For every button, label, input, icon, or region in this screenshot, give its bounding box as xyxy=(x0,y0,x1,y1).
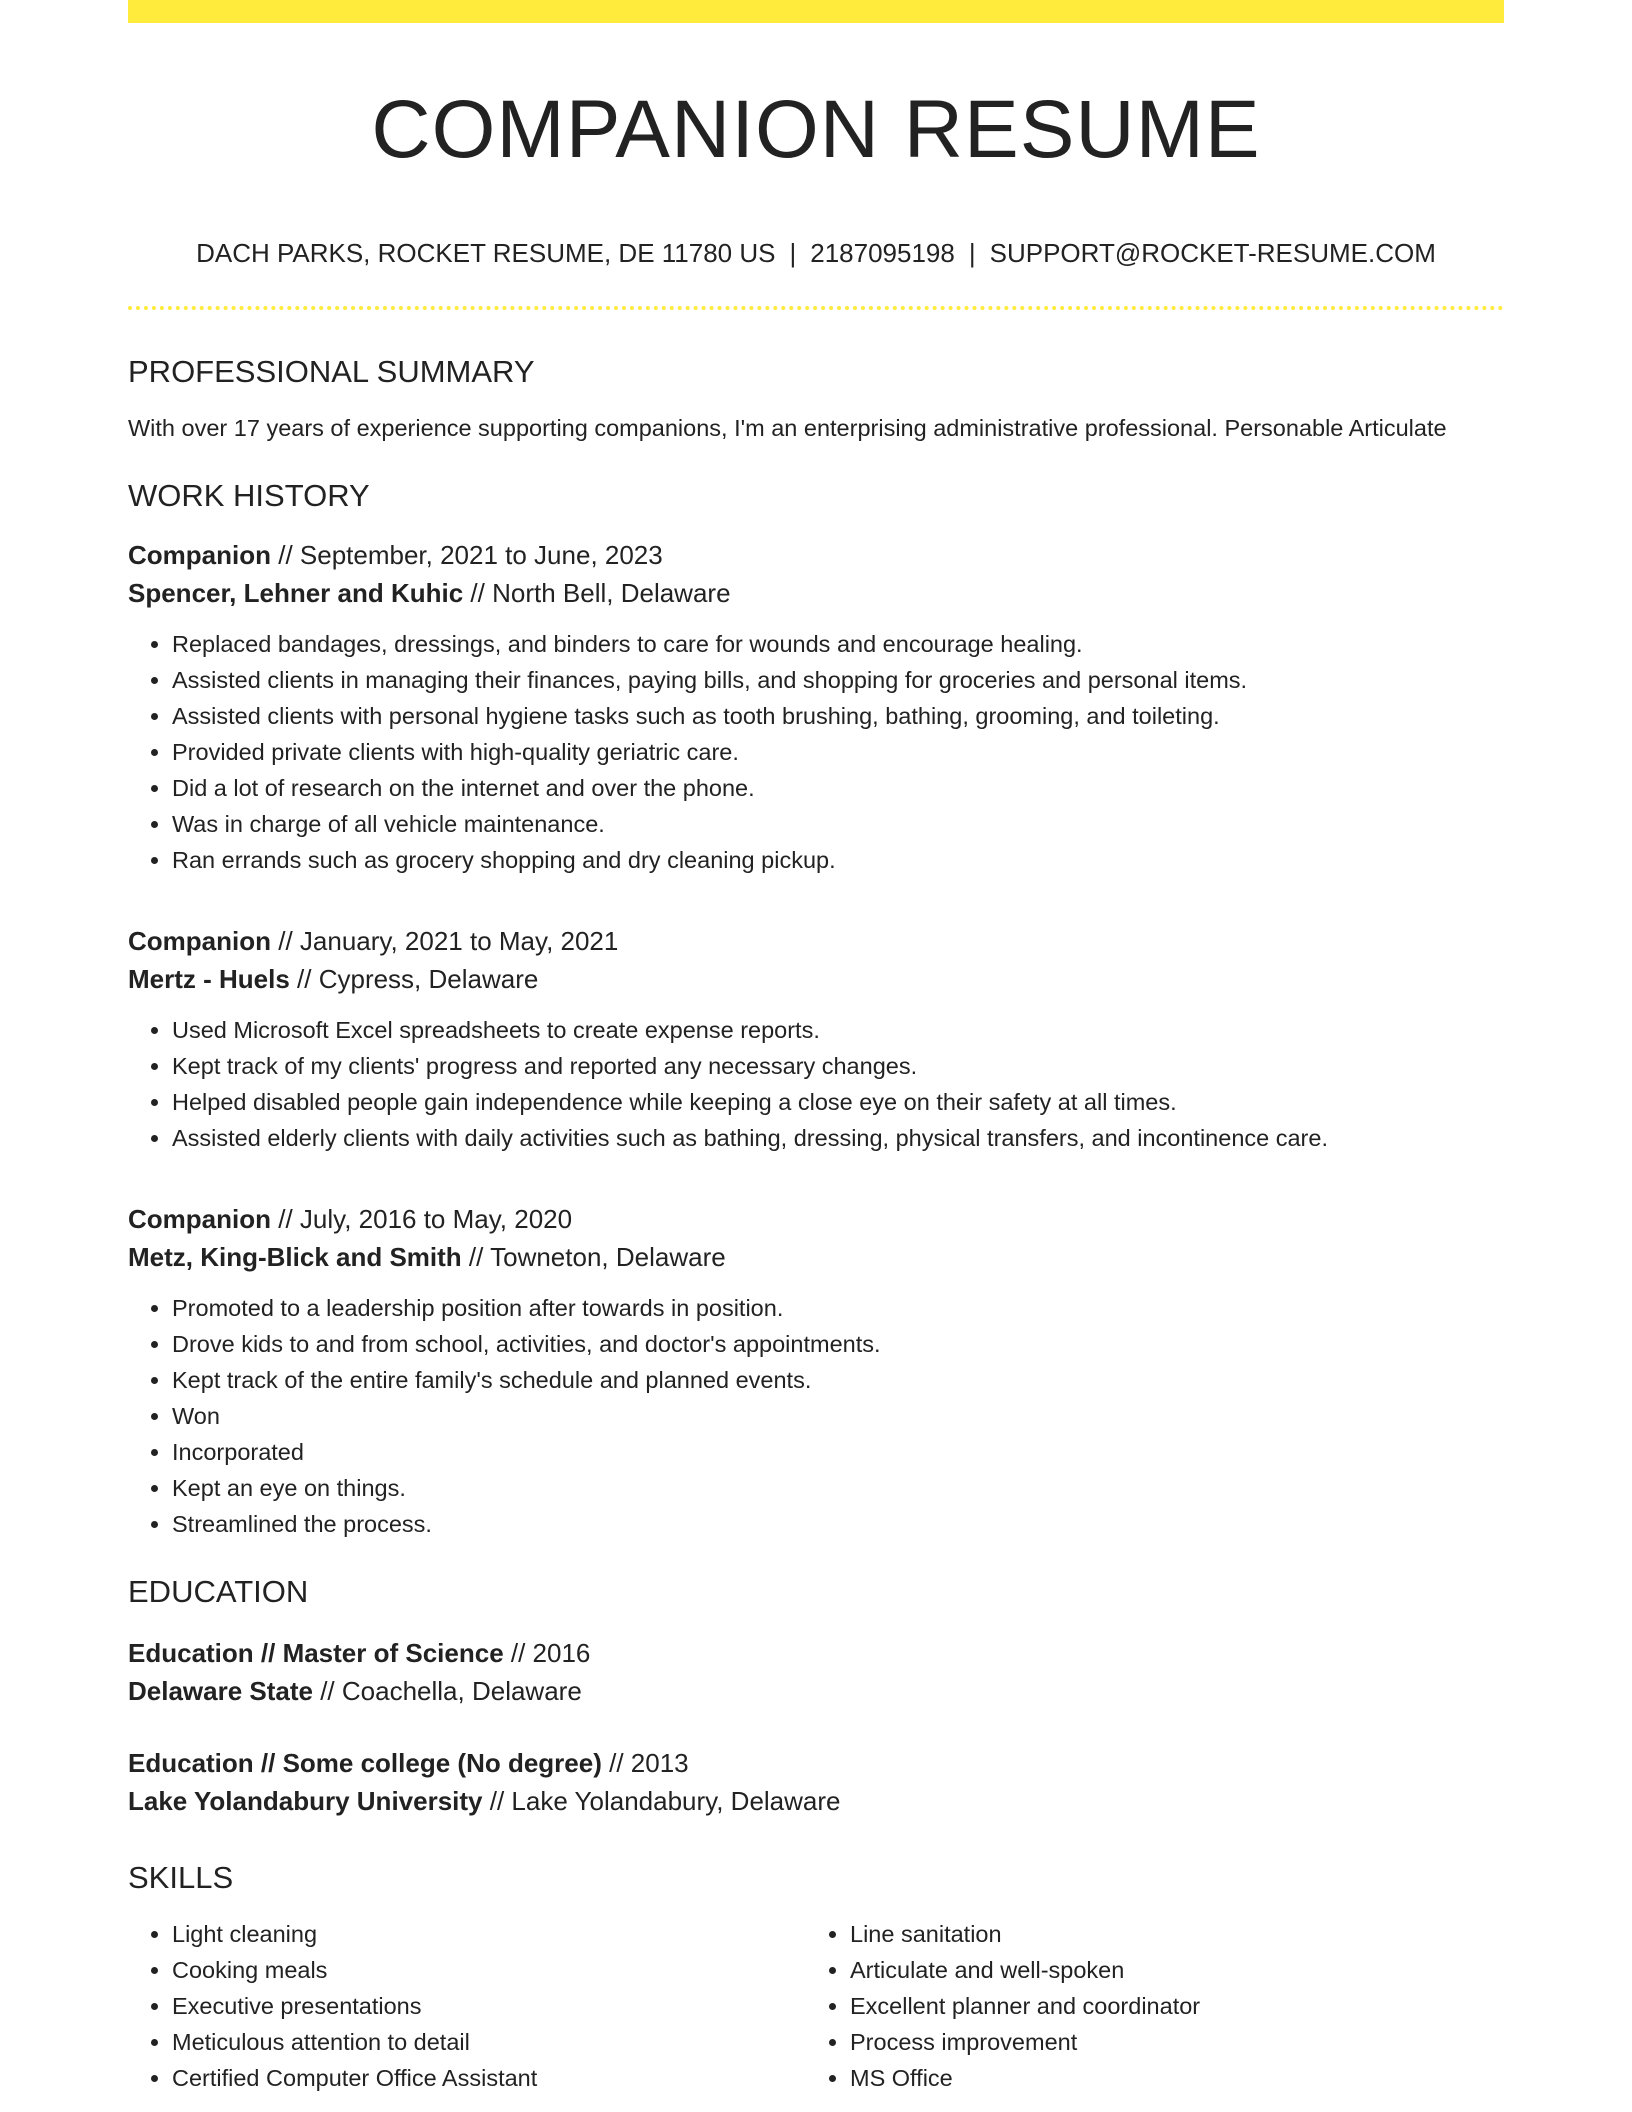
job-title-line xyxy=(128,536,1504,574)
job-title-line xyxy=(128,1200,1504,1238)
list-item: • Used Microsoft Excel spreadsheets to create expense reports. xyxy=(172,1012,1504,1048)
education-degree: Education // Master of Science xyxy=(128,1638,504,1668)
list-item: • Provided private clients with high-quality geriatric care. xyxy=(172,734,1504,770)
education-location: // Lake Yolandabury, Delaware xyxy=(482,1786,841,1816)
job-bullets xyxy=(128,1290,1504,1542)
education-entry xyxy=(128,1744,1504,1820)
education-year: // 2013 xyxy=(601,1748,689,1778)
job-entry xyxy=(128,536,1504,878)
list-item: • Certified Computer Office Assistant xyxy=(172,2060,806,2096)
contact-phone: 2187095198 xyxy=(810,238,955,268)
contact-line xyxy=(128,236,1504,270)
job-company: Metz, King-Blick and Smith xyxy=(128,1242,462,1272)
contact-separator: | xyxy=(789,238,797,268)
job-dates: // January, 2021 to May, 2021 xyxy=(271,926,619,956)
list-item: • Did a lot of research on the internet and over the phone. xyxy=(172,770,1504,806)
list-item: • Ran errands such as grocery shopping and dry cleaning pickup. xyxy=(172,842,1504,878)
list-item: • Assisted clients in managing their finances, paying bills, and shopping for groceries and personal items. xyxy=(172,662,1504,698)
list-item: • Won xyxy=(172,1398,1504,1434)
list-item: • Kept track of the entire family's schedule and planned events. xyxy=(172,1362,1504,1398)
list-item: • MS Office xyxy=(850,2060,1484,2096)
skills-column-right xyxy=(806,1916,1484,2096)
resume-title: COMPANION RESUME xyxy=(371,84,1261,175)
list-item: • Drove kids to and from school, activities, and doctor's appointments. xyxy=(172,1326,1504,1362)
job-title-line xyxy=(128,922,1504,960)
job-title: Companion xyxy=(128,540,271,570)
list-item: • Executive presentations xyxy=(172,1988,806,2024)
education-year: // 2016 xyxy=(503,1638,591,1668)
summary-heading: PROFESSIONAL SUMMARY xyxy=(128,354,535,389)
job-company: Spencer, Lehner and Kuhic xyxy=(128,578,464,608)
list-item: • Kept an eye on things. xyxy=(172,1470,1504,1506)
education-location: // Coachella, Delaware xyxy=(312,1676,582,1706)
education-degree-line xyxy=(128,1634,1504,1672)
education-degree: Education // Some college (No degree) xyxy=(128,1748,602,1778)
job-bullets xyxy=(128,1012,1504,1156)
job-company-line xyxy=(128,960,1504,998)
job-entry xyxy=(128,922,1504,1156)
education-school-line xyxy=(128,1672,1504,1710)
contact-separator: | xyxy=(968,238,976,268)
skills-heading: SKILLS xyxy=(128,1860,234,1895)
work-history-heading: WORK HISTORY xyxy=(128,478,370,513)
summary-text: With over 17 years of experience supporting companions, I'm an enterprising administrative professional. Personable Articulate xyxy=(128,415,1447,441)
job-title: Companion xyxy=(128,926,271,956)
list-item: • Helped disabled people gain independence while keeping a close eye on their safety at all times. xyxy=(172,1084,1504,1120)
skills-list xyxy=(128,1916,1504,2096)
resume-content xyxy=(128,0,1504,2096)
education-school: Delaware State xyxy=(128,1676,313,1706)
list-item: • Kept track of my clients' progress and reported any necessary changes. xyxy=(172,1048,1504,1084)
list-item: • Assisted clients with personal hygiene tasks such as tooth brushing, bathing, grooming, and toileting. xyxy=(172,698,1504,734)
education-degree-line xyxy=(128,1744,1504,1782)
list-item: • Was in charge of all vehicle maintenance. xyxy=(172,806,1504,842)
list-item: • Assisted elderly clients with daily activities such as bathing, dressing, physical transfers, and incontinence care. xyxy=(172,1120,1504,1156)
job-dates: // July, 2016 to May, 2020 xyxy=(271,1204,573,1234)
list-item: • Promoted to a leadership position after towards in position. xyxy=(172,1290,1504,1326)
job-dates: // September, 2021 to June, 2023 xyxy=(271,540,663,570)
list-item: • Process improvement xyxy=(850,2024,1484,2060)
contact-email: SUPPORT@ROCKET-RESUME.COM xyxy=(989,238,1436,268)
education-heading: EDUCATION xyxy=(128,1574,309,1609)
list-item: • Line sanitation xyxy=(850,1916,1484,1952)
list-item: • Incorporated xyxy=(172,1434,1504,1470)
job-company-line xyxy=(128,1238,1504,1276)
job-company-line xyxy=(128,574,1504,612)
job-company: Mertz - Huels xyxy=(128,964,290,994)
education-school: Lake Yolandabury University xyxy=(128,1786,483,1816)
list-item: • Articulate and well-spoken xyxy=(850,1952,1484,1988)
job-entry xyxy=(128,1200,1504,1542)
list-item: • Replaced bandages, dressings, and binders to care for wounds and encourage healing. xyxy=(172,626,1504,662)
list-item: • Light cleaning xyxy=(172,1916,806,1952)
job-title: Companion xyxy=(128,1204,271,1234)
list-item: • Excellent planner and coordinator xyxy=(850,1988,1484,2024)
job-bullets xyxy=(128,626,1504,878)
education-entry xyxy=(128,1634,1504,1710)
dotted-divider xyxy=(128,306,1504,310)
skills-column-left xyxy=(128,1916,806,2096)
list-item: • Cooking meals xyxy=(172,1952,806,1988)
education-school-line xyxy=(128,1782,1504,1820)
job-location: // North Bell, Delaware xyxy=(463,578,731,608)
list-item: • Streamlined the process. xyxy=(172,1506,1504,1542)
job-location: // Towneton, Delaware xyxy=(461,1242,726,1272)
job-location: // Cypress, Delaware xyxy=(289,964,539,994)
contact-address: DACH PARKS, ROCKET RESUME, DE 11780 US xyxy=(196,238,776,268)
list-item: • Meticulous attention to detail xyxy=(172,2024,806,2060)
